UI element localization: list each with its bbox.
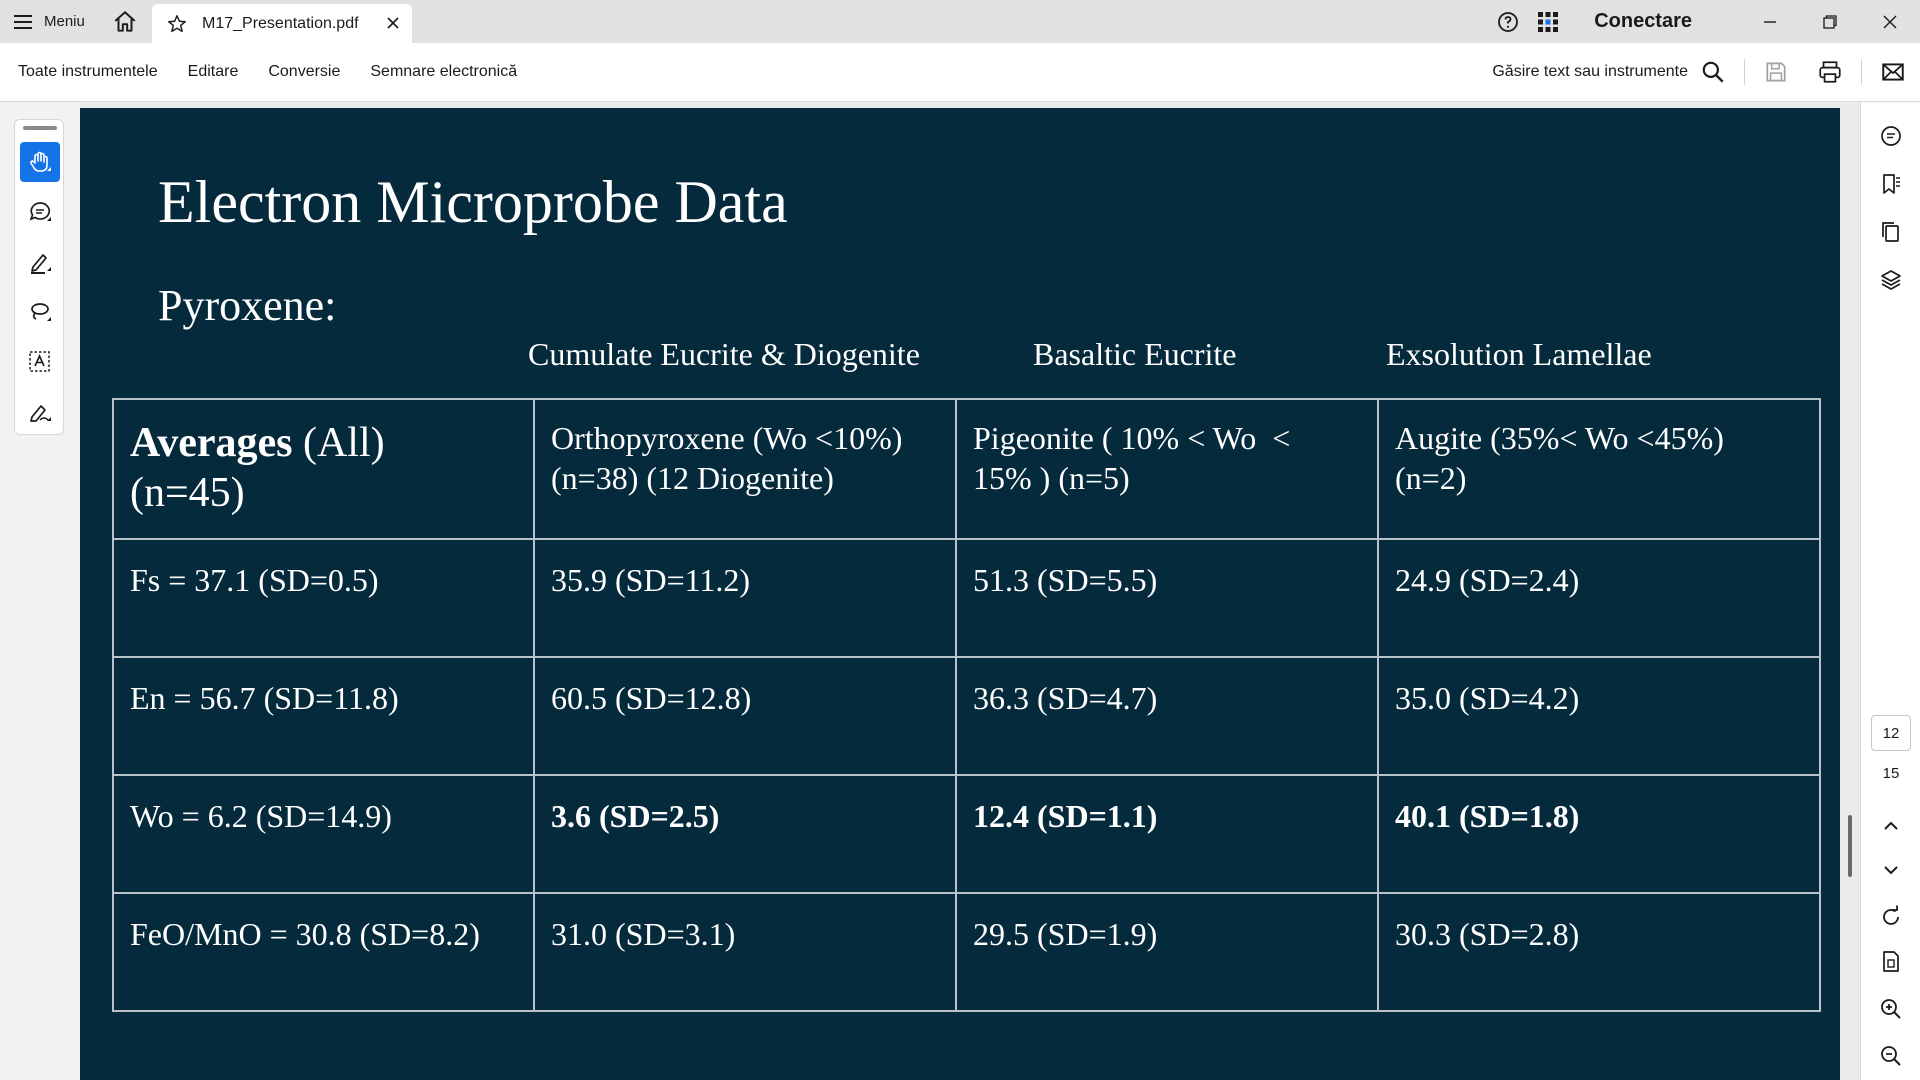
menu-edit[interactable]: Editare	[187, 63, 239, 80]
total-pages-label: 15	[1882, 765, 1900, 782]
menu-convert[interactable]: Conversie	[268, 63, 341, 80]
menu-label: Meniu	[44, 13, 85, 30]
document-viewport[interactable]	[80, 103, 1860, 1080]
minimize-icon	[1762, 14, 1778, 30]
find-text-label[interactable]: Găsire text sau instrumente	[1492, 63, 1688, 80]
lasso-icon	[27, 299, 53, 325]
header-text-line: 15% ) (n=5)	[973, 460, 1130, 496]
home-icon[interactable]	[112, 9, 138, 35]
command-bar	[0, 43, 1920, 102]
mail-icon[interactable]	[1880, 59, 1906, 85]
header-text-line: (n=2)	[1395, 460, 1467, 496]
draw-tool-button[interactable]	[20, 292, 60, 332]
help-icon[interactable]	[1496, 10, 1520, 34]
table-row	[113, 657, 1820, 775]
table-cell: 35.0 (SD=4.2)	[1378, 657, 1820, 775]
table-cell: 29.5 (SD=1.9)	[956, 893, 1378, 1011]
menu-all-tools[interactable]: Toate instrumentele	[18, 63, 158, 80]
hand-icon	[27, 149, 53, 175]
quick-tools-rail	[14, 119, 64, 435]
menu-button[interactable]	[14, 0, 85, 43]
chevron-down-icon[interactable]	[1878, 857, 1904, 883]
table-header-row	[113, 399, 1820, 539]
table-cell: 24.9 (SD=2.4)	[1378, 539, 1820, 657]
restore-button[interactable]	[1800, 0, 1860, 43]
table-header-cell	[534, 399, 956, 539]
layers-icon[interactable]	[1878, 267, 1904, 293]
minimize-button[interactable]	[1740, 0, 1800, 43]
table-cell: 51.3 (SD=5.5)	[956, 539, 1378, 657]
table-cell: 3.6 (SD=2.5)	[534, 775, 956, 893]
text-tool-button[interactable]	[20, 342, 60, 382]
document-tab[interactable]	[152, 4, 412, 43]
zoom-out-icon[interactable]	[1878, 1043, 1904, 1069]
toolbar-divider	[1744, 59, 1745, 85]
pen-icon	[27, 249, 53, 275]
page-fit-icon[interactable]	[1878, 949, 1904, 975]
hand-tool-button[interactable]	[20, 142, 60, 182]
comment-tool-button[interactable]	[20, 192, 60, 232]
print-icon[interactable]	[1817, 59, 1843, 85]
star-icon[interactable]	[166, 13, 188, 35]
pages-icon[interactable]	[1878, 219, 1904, 245]
restore-icon	[1822, 14, 1838, 30]
header-text-line: Orthopyroxene (Wo <10%)	[551, 420, 903, 456]
comment-panel-icon[interactable]	[1878, 123, 1904, 149]
current-page-field[interactable]: 12	[1871, 715, 1911, 751]
averages-scope: (All)	[292, 420, 385, 466]
table-cell: 40.1 (SD=1.8)	[1378, 775, 1820, 893]
table-row	[113, 893, 1820, 1011]
vertical-scrollbar[interactable]	[1842, 108, 1860, 1080]
table-cell: 31.0 (SD=3.1)	[534, 893, 956, 1011]
pdf-page	[80, 108, 1840, 1080]
refresh-icon[interactable]	[1878, 904, 1904, 930]
table-cell: 35.9 (SD=11.2)	[534, 539, 956, 657]
document-tab-title: M17_Presentation.pdf	[202, 14, 359, 32]
table-cell: FeO/MnO = 30.8 (SD=8.2)	[113, 893, 534, 1011]
averages-label: Averages	[130, 420, 293, 466]
menu-e-sign[interactable]: Semnare electronică	[370, 63, 518, 80]
connect-button[interactable]: Conectare	[1594, 10, 1692, 32]
title-bar	[0, 0, 1920, 43]
save-icon[interactable]	[1763, 59, 1789, 85]
right-panel	[1860, 103, 1920, 1080]
sign-tool-button[interactable]	[20, 392, 60, 432]
comment-icon	[27, 199, 53, 225]
rail-drag-handle[interactable]	[23, 126, 57, 130]
bookmark-icon[interactable]	[1878, 171, 1904, 197]
close-tab-icon[interactable]	[384, 14, 402, 32]
fill-sign-icon	[27, 399, 53, 425]
header-text-line: Augite (35%< Wo <45%)	[1395, 420, 1724, 456]
averages-count: (n=45)	[130, 470, 245, 516]
table-cell: Wo = 6.2 (SD=14.9)	[113, 775, 534, 893]
zoom-in-icon[interactable]	[1878, 996, 1904, 1022]
table-row	[113, 539, 1820, 657]
close-window-button[interactable]	[1860, 0, 1920, 43]
table-header-cell	[113, 399, 534, 539]
table-header-cell	[956, 399, 1378, 539]
apps-grid-icon[interactable]	[1536, 10, 1560, 34]
column-header-exsolution: Exsolution Lamellae	[1386, 336, 1652, 372]
slide-title: Electron Microprobe Data	[158, 169, 788, 235]
scrollbar-thumb[interactable]	[1848, 815, 1852, 877]
slide-subtitle: Pyroxene:	[158, 281, 337, 330]
table-cell: Fs = 37.1 (SD=0.5)	[113, 539, 534, 657]
left-panel	[0, 103, 80, 1080]
close-icon	[1882, 14, 1898, 30]
header-text-line: (n=38) (12 Diogenite)	[551, 460, 834, 496]
column-header-basaltic: Basaltic Eucrite	[1033, 336, 1237, 372]
table-header-cell	[1378, 399, 1820, 539]
table-cell: 36.3 (SD=4.7)	[956, 657, 1378, 775]
highlight-tool-button[interactable]	[20, 242, 60, 282]
pyroxene-table	[112, 398, 1821, 1012]
search-icon[interactable]	[1700, 59, 1726, 85]
table-cell: 12.4 (SD=1.1)	[956, 775, 1378, 893]
table-cell: En = 56.7 (SD=11.8)	[113, 657, 534, 775]
table-cell: 60.5 (SD=12.8)	[534, 657, 956, 775]
table-cell: 30.3 (SD=2.8)	[1378, 893, 1820, 1011]
hamburger-icon	[14, 14, 34, 30]
column-header-cumulate: Cumulate Eucrite & Diogenite	[528, 336, 920, 372]
table-row	[113, 775, 1820, 893]
chevron-up-icon[interactable]	[1878, 813, 1904, 839]
text-box-icon	[27, 349, 53, 375]
header-text-line: Pigeonite ( 10% < Wo <	[973, 420, 1291, 456]
toolbar-divider	[1861, 59, 1862, 85]
